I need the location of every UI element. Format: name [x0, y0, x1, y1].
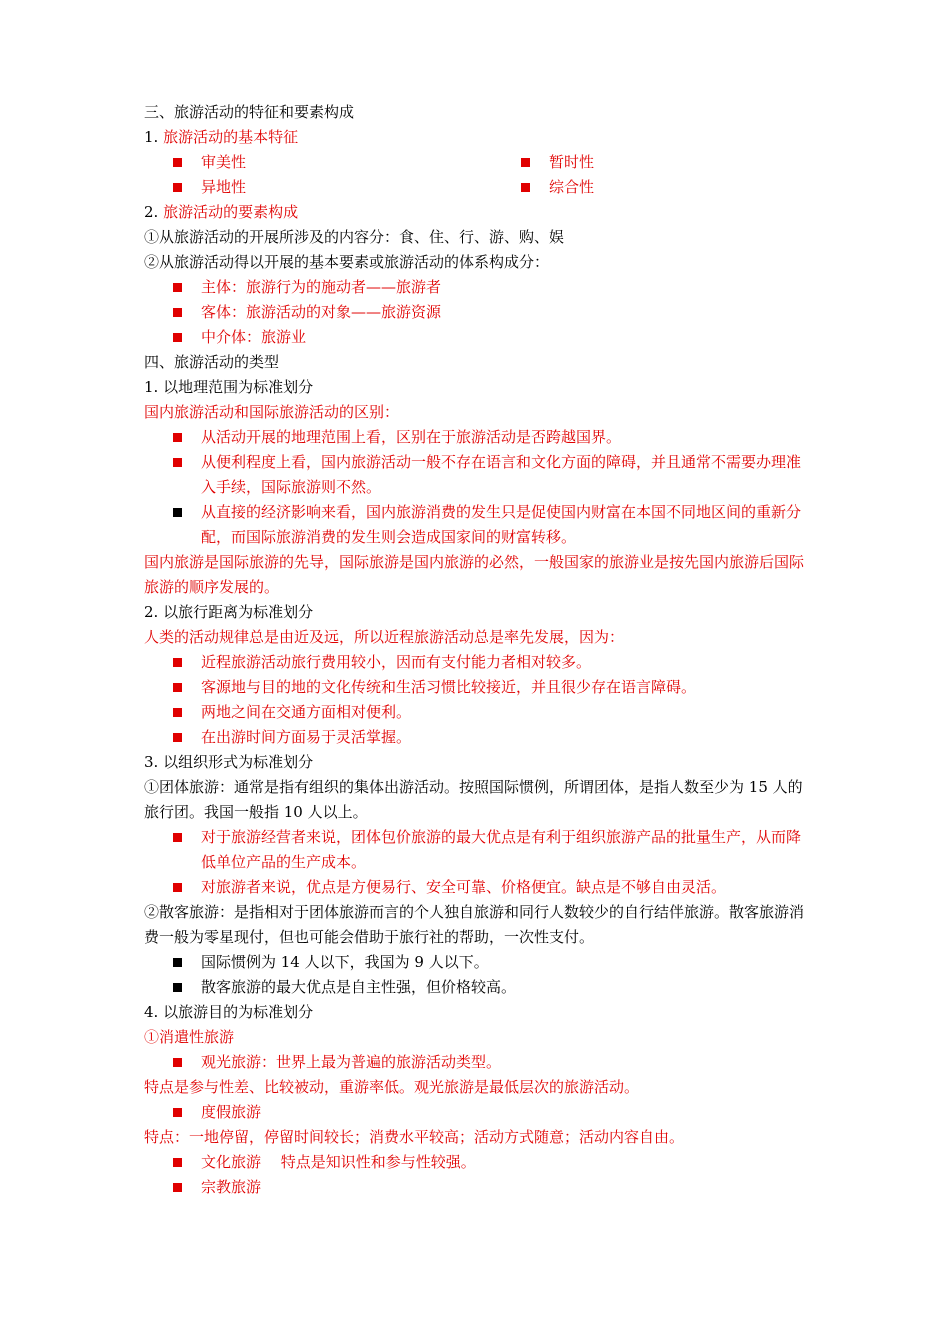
- square-bullet-icon: [173, 458, 182, 467]
- bullet-item: 客体：旅游活动的对象——旅游资源: [144, 300, 810, 325]
- paragraph: 人类的活动规律总是由近及远，所以近程旅游活动总是率先发展，因为：: [144, 628, 625, 646]
- bullet-item: 散客旅游的最大优点是自主性强，但价格较高。: [144, 975, 810, 1000]
- bullet-item: 暂时性: [492, 150, 594, 175]
- square-bullet-icon: [173, 333, 182, 342]
- bullet-item: 国际惯例为 14 人以下，我国为 9 人以下。: [144, 950, 810, 975]
- bullet-item: 对旅游者来说，优点是方便易行、安全可靠、价格便宜。缺点是不够自由灵活。: [144, 875, 810, 900]
- subheading: 1. 旅游活动的基本特征: [144, 128, 299, 146]
- square-bullet-icon: [173, 883, 182, 892]
- square-bullet-icon: [173, 183, 182, 192]
- square-bullet-icon: [173, 308, 182, 317]
- subheading: 3. 以组织形式为标准划分: [144, 753, 314, 771]
- bullet-item: 主体：旅游行为的施动者——旅游者: [144, 275, 810, 300]
- feature-row: [144, 175, 810, 200]
- bullet-item: 从便利程度上看，国内旅游活动一般不存在语言和文化方面的障碍，并且通常不需要办理准入手续，国际旅游则不然。: [144, 450, 810, 500]
- square-bullet-icon: [173, 708, 182, 717]
- section-heading: 四、旅游活动的类型: [144, 353, 280, 371]
- paragraph: 国内旅游是国际旅游的先导，国际旅游是国内旅游的必然，一般国家的旅游业是按先国内旅游后国际旅游的顺序发展的。: [144, 553, 805, 596]
- paragraph: 特点：一地停留，停留时间较长；消费水平较高；活动方式随意；活动内容自由。: [144, 1128, 685, 1146]
- bullet-item: 在出游时间方面易于灵活掌握。: [144, 725, 810, 750]
- bullet-item: 观光旅游：世界上最为普遍的旅游活动类型。: [144, 1050, 810, 1075]
- subheading-text: 旅游活动的要素构成: [163, 203, 299, 221]
- square-bullet-icon: [173, 158, 182, 167]
- bullet-item: 两地之间在交通方面相对便利。: [144, 700, 810, 725]
- bullet-item: 度假旅游: [144, 1100, 810, 1125]
- square-bullet-icon: [173, 833, 182, 842]
- subheading-text: 旅游活动的基本特征: [163, 128, 299, 146]
- document-page: [144, 100, 810, 1200]
- paragraph: 国内旅游活动和国际旅游活动的区别：: [144, 403, 400, 421]
- subheading: 2. 旅游活动的要素构成: [144, 203, 299, 221]
- paragraph: ①从旅游活动的开展所涉及的内容分：食、住、行、游、购、娱: [144, 228, 565, 246]
- bullet-item: 从活动开展的地理范围上看，区别在于旅游活动是否跨越国界。: [144, 425, 810, 450]
- square-bullet-icon: [173, 958, 182, 967]
- paragraph: ②从旅游活动得以开展的基本要素或旅游活动的体系构成分：: [144, 253, 550, 271]
- square-bullet-icon: [173, 433, 182, 442]
- paragraph: 特点是参与性差、比较被动，重游率低。观光旅游是最低层次的旅游活动。: [144, 1078, 640, 1096]
- bullet-item: 对于旅游经营者来说，团体包价旅游的最大优点是有利于组织旅游产品的批量生产，从而降低单位产品的生产成本。: [144, 825, 810, 875]
- square-bullet-icon: [173, 508, 182, 517]
- feature-row: [144, 150, 810, 175]
- paragraph: ②散客旅游：是指相对于团体旅游而言的个人独自旅游和同行人数较少的自行结伴旅游。散客旅游消费一般为零星现付，但也可能会借助于旅行社的帮助，一次性支付。: [144, 903, 805, 946]
- section-heading: 三、旅游活动的特征和要素构成: [144, 103, 355, 121]
- bullet-item: 客源地与目的地的文化传统和生活习惯比较接近，并且很少存在语言障碍。: [144, 675, 810, 700]
- square-bullet-icon: [173, 683, 182, 692]
- square-bullet-icon: [173, 1158, 182, 1167]
- bullet-item: 文化旅游 特点是知识性和参与性较强。: [144, 1150, 810, 1175]
- paragraph: ①团体旅游：通常是指有组织的集体出游活动。按照国际惯例，所谓团体，是指人数至少为 15 人的旅行团。我国一般指 10 人以上。: [144, 778, 803, 821]
- subheading: 1. 以地理范围为标准划分: [144, 378, 314, 396]
- square-bullet-icon: [173, 1108, 182, 1117]
- square-bullet-icon: [173, 1183, 182, 1192]
- square-bullet-icon: [521, 158, 530, 167]
- paragraph: ①消遣性旅游: [144, 1028, 235, 1046]
- bullet-item: 审美性: [144, 150, 246, 175]
- subheading: 4. 以旅游目的为标准划分: [144, 1003, 314, 1021]
- bullet-item: 从直接的经济影响来看，国内旅游消费的发生只是促使国内财富在本国不同地区间的重新分配，而国际旅游消费的发生则会造成国家间的财富转移。: [144, 500, 810, 550]
- subheading: 2. 以旅行距离为标准划分: [144, 603, 314, 621]
- square-bullet-icon: [173, 733, 182, 742]
- square-bullet-icon: [173, 283, 182, 292]
- bullet-item: 中介体：旅游业: [144, 325, 810, 350]
- bullet-item: 宗教旅游: [144, 1175, 810, 1200]
- square-bullet-icon: [173, 1058, 182, 1067]
- bullet-item: 近程旅游活动旅行费用较小，因而有支付能力者相对较多。: [144, 650, 810, 675]
- square-bullet-icon: [521, 183, 530, 192]
- bullet-item: 综合性: [492, 175, 594, 200]
- square-bullet-icon: [173, 658, 182, 667]
- square-bullet-icon: [173, 983, 182, 992]
- bullet-item: 异地性: [144, 175, 246, 200]
